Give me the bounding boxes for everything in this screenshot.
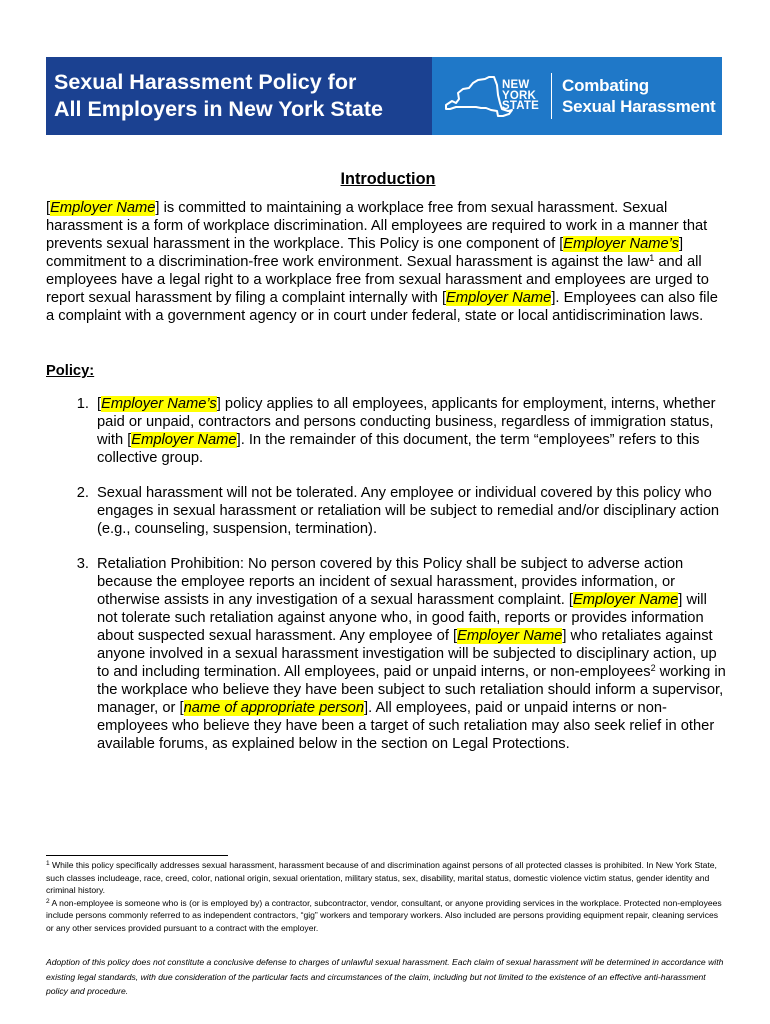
employer-name-placeholder[interactable]: Employer Name bbox=[50, 200, 156, 216]
title-line-1: Sexual Harassment Policy for bbox=[54, 70, 357, 94]
employer-name-placeholder[interactable]: Employer Name bbox=[131, 432, 237, 448]
footnote-number: 1 bbox=[46, 860, 50, 867]
footnote-1 bbox=[46, 859, 726, 897]
item-text: [Employer Name’s] policy applies to all employees, applicants for employment, interns, whether paid or unpaid, contractors and persons conducting business, regardless of immigration status, with [Employer Name]. In the remainder of this document, the term “employees” refers to this collective group. bbox=[97, 396, 716, 466]
title-line-2: All Employers in New York State bbox=[54, 97, 383, 121]
intro-text: . Employees can also file a complaint with a government agency or in court under federal, state or local antidiscrimination laws. bbox=[46, 290, 718, 324]
item-text-part: . All employees, paid or unpaid interns or non-employees who believe they have been a target of such retaliation may also seek relief in other available forums, as explained below in the section on Legal Protections. bbox=[97, 700, 715, 752]
item-text-part: Retaliation Prohibition: No person covered by this Policy shall be subject to adverse action because the employee reports an incident of sexual harassment, provides information, or otherwise assists in any investigation of a sexual harassment complaint. bbox=[97, 556, 684, 608]
employer-name-placeholder[interactable]: Employer Name bbox=[572, 592, 679, 608]
intro-text: commitment to a discrimination-free work environment. Sexual harassment is against the law bbox=[46, 254, 650, 270]
logo-divider bbox=[551, 73, 552, 119]
employer-name-placeholder[interactable]: Employer Name bbox=[457, 628, 563, 644]
logo-tagline bbox=[562, 75, 715, 117]
item-number: 3. bbox=[76, 556, 89, 572]
footnotes bbox=[46, 859, 726, 935]
appropriate-person-placeholder[interactable]: name of appropriate person bbox=[183, 700, 365, 716]
item-number: 2. bbox=[76, 485, 89, 501]
header-banner bbox=[46, 57, 722, 135]
item-text-part: working in the workplace who believe they have been subject to such retaliation should inform a supervisor, manager, or bbox=[97, 664, 726, 716]
footnote-number: 2 bbox=[46, 897, 50, 905]
document-title bbox=[46, 57, 432, 135]
footnote-text: A non-employee is someone who is (or is employed by) a contractor, subcontractor, vendor, consultant, or anyone providing services in the workplace. Protected non-employees include persons commonly referred to as independent contractors, “gig” workers and temporary workers. Also included are persons providing equipment repair, cleaning services or any other services provided pursuant to a contract with the employer. bbox=[46, 897, 722, 933]
combating-harassment-logo bbox=[432, 57, 722, 135]
footnote-separator bbox=[46, 855, 228, 856]
introduction-heading: Introduction bbox=[340, 170, 436, 188]
logo-word: NEW bbox=[502, 79, 530, 92]
policy-item bbox=[46, 555, 730, 753]
nys-wordmark bbox=[502, 80, 539, 112]
nys-logo bbox=[442, 71, 539, 121]
intro-text: is committed to maintaining a workplace free from sexual harassment. Sexual harassment is a form of workplace discrimination. All employees are required to work in a manner that prevents sexual harassment in the workplace. This Policy is one component of bbox=[46, 200, 708, 252]
item-text: Sexual harassment will not be tolerated. Any employee or individual covered by this policy who engages in sexual harassment or retaliation will be subject to remedial and/or disciplinary action (e.g., counseling, suspension, termination). bbox=[97, 485, 720, 537]
footnote-text: While this policy specifically addresses sexual harassment, harassment because of and discrimination against persons of all protected classes is prohibited. In New York State, such classes includeage, race, creed, color, national origin, sexual orientation, military status, sex, disability, marital status, domestic violence victim status, gender identity and criminal history. bbox=[46, 860, 717, 896]
footnote-ref-1: 1 bbox=[649, 253, 655, 263]
policy-heading: Policy: bbox=[46, 363, 95, 379]
logo-word: STATE bbox=[502, 100, 539, 113]
item-text-part: . In the remainder of this document, the term “employees” refers to this collective group. bbox=[97, 432, 700, 466]
item-text-part: will not tolerate such retaliation against anyone who, in good faith, reports or provides information about suspected sexual harassment. Any employee of bbox=[97, 592, 707, 644]
policy-item bbox=[46, 484, 730, 538]
footnote-ref-2: 2 bbox=[650, 663, 656, 673]
main-content bbox=[46, 170, 730, 770]
item-text-part: policy applies to all employees, applicants for employment, interns, whether paid or unpaid, contractors and persons conducting business, regardless of immigration status, with bbox=[97, 396, 716, 448]
logo-word: YORK bbox=[502, 89, 537, 102]
item-text: Retaliation Prohibition: No person covered by this Policy shall be subject to adverse action because the employee reports an incident of sexual harassment, provides information, or otherwise assists in any investigation of a sexual harassment complaint. [Employer Name] will not tolerate such retaliation against anyone who, in good faith, reports or provides information about suspected sexual harassment. Any employee of [Employer Name] who retaliates against anyone involved in a sexual harassment investigation will be subjected to disciplinary action, up to and including termination. All employees, paid or unpaid interns, or non-employees$^2$ working in the workplace who believe they have been subject to such retaliation should inform a supervisor, manager, or [name of appropriate person]. All employees, paid or unpaid interns or non-employees who believe they have been a target of such retaliation may also seek relief in other available forums, as explained below in the section on Legal Protections. bbox=[97, 556, 726, 752]
policy-item bbox=[46, 395, 730, 467]
tagline-line-2: Sexual Harassment bbox=[562, 97, 716, 116]
footnote-2 bbox=[46, 897, 726, 935]
item-text-part: who retaliates against anyone involved in a sexual harassment investigation will be subjected to disciplinary action, up to and including termination. All employees, paid or unpaid interns, or non-employees bbox=[97, 628, 717, 680]
intro-text: and all employees have a legal right to a workplace free from sexual harassment and employees are urged to report sexual harassment by filing a complaint internally with bbox=[46, 254, 709, 306]
employer-name-placeholder[interactable]: Employer Name’s bbox=[101, 396, 217, 412]
introduction-paragraph: [Employer Name] is committed to maintaining a workplace free from sexual harassment. Sexual harassment is a form of workplace discrimination. All employees are required to work in a manner that prevents sexual harassment in the workplace. This Policy is one component of [Employer Name’s] commitment to a discrimination-free work environment. Sexual harassment is against the law$^1$ and all employees have a legal right to a workplace free from sexual harassment and employees are urged to report sexual harassment by filing a complaint internally with [Employer Name]. Employees can also file a complaint with a government agency or in court under federal, state or local antidiscrimination laws. bbox=[46, 200, 718, 324]
disclaimer: Adoption of this policy does not constitute a conclusive defense to charges of unlawful sexual harassment. Each claim of sexual harassment will be determined in accordance with existing legal standards, with due consideration of the particular facts and circumstances of the claim, including but not limited to the existence of an effective anti-harassment policy and procedure. bbox=[46, 957, 724, 996]
tagline-line-1: Combating bbox=[562, 76, 649, 95]
employer-name-placeholder[interactable]: Employer Name bbox=[446, 290, 552, 306]
item-number: 1. bbox=[76, 396, 89, 412]
employer-name-placeholder[interactable]: Employer Name’s bbox=[563, 236, 679, 252]
policy-list bbox=[46, 395, 730, 753]
